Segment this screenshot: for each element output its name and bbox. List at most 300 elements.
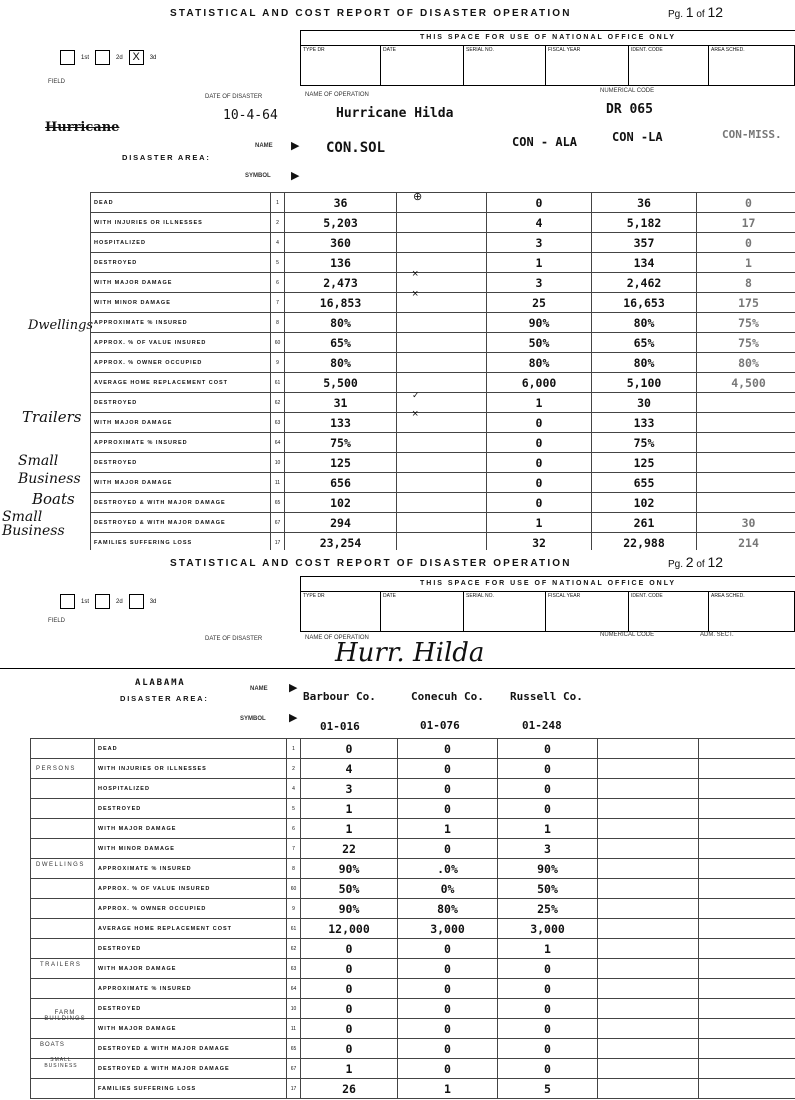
row-number: 63 xyxy=(271,413,285,433)
cell-blank xyxy=(397,393,487,413)
x-mark-icon: × xyxy=(412,288,419,300)
cell-conecuh: 0% xyxy=(398,879,498,899)
check-1st[interactable] xyxy=(60,50,75,65)
cell-conecuh: 0 xyxy=(398,999,498,1019)
row-number: 7 xyxy=(271,293,285,313)
side-note-dwellings: Dwellings xyxy=(28,318,94,333)
cell-consol: 133 xyxy=(285,413,397,433)
cell-barbour: 0 xyxy=(301,959,398,979)
cell-con-ala: 0 xyxy=(487,473,592,493)
check-3d[interactable] xyxy=(129,594,144,609)
row-label: DESTROYED & WITH MAJOR DAMAGE xyxy=(95,1039,287,1059)
table-row xyxy=(91,393,795,413)
cell-con-la: 261 xyxy=(592,513,697,533)
cell-conecuh: 0 xyxy=(398,839,498,859)
row-category xyxy=(31,899,95,919)
cell-blank xyxy=(699,779,795,799)
operation-name: Hurr. Hilda xyxy=(335,638,485,668)
cell-blank xyxy=(397,533,487,551)
cell-consol: 16,853 xyxy=(285,293,397,313)
disaster-area-label: DISASTER AREA: xyxy=(120,694,209,703)
cell-blank xyxy=(397,493,487,513)
cell-con-miss xyxy=(697,433,795,453)
row-number: 60 xyxy=(271,333,285,353)
state-name: ALABAMA xyxy=(135,678,186,688)
cell-con-miss: 30 xyxy=(697,513,795,533)
cell-barbour: 1 xyxy=(301,799,398,819)
table-row xyxy=(31,859,795,879)
column-head-con-la: CON -LA xyxy=(612,130,663,144)
category-dwellings: DWELLINGS xyxy=(36,862,85,868)
row-label: DESTROYED & WITH MAJOR DAMAGE xyxy=(95,1059,287,1079)
table-row xyxy=(91,193,795,213)
symbol-label: SYMBOL xyxy=(245,173,271,179)
cell-barbour: 0 xyxy=(301,979,398,999)
cell-con-ala: 80% xyxy=(487,353,592,373)
operation-label: NAME OF OPERATION xyxy=(305,635,369,641)
row-category xyxy=(31,779,95,799)
table-row xyxy=(31,1059,795,1079)
row-label: DESTROYED xyxy=(95,939,287,959)
cell-con-la: 125 xyxy=(592,453,697,473)
column-symbol-barbour: 01-016 xyxy=(320,720,360,733)
cell-con-la: 5,100 xyxy=(592,373,697,393)
cell-con-la: 134 xyxy=(592,253,697,273)
page-total: 12 xyxy=(707,4,724,20)
cell-blank xyxy=(397,373,487,393)
cell-blank xyxy=(397,293,487,313)
row-number: 64 xyxy=(287,979,301,999)
cell-russell: 0 xyxy=(498,779,598,799)
cell-russell: 0 xyxy=(498,999,598,1019)
cell-barbour: 0 xyxy=(301,1019,398,1039)
row-number: 6 xyxy=(271,273,285,293)
cell-con-miss xyxy=(697,493,795,513)
column-symbol-russell: 01-248 xyxy=(522,719,562,732)
table-row xyxy=(31,839,795,859)
report-title: STATISTICAL AND COST REPORT OF DISASTER OPERATION xyxy=(170,558,572,569)
cell-barbour: 0 xyxy=(301,739,398,759)
table-row xyxy=(91,313,795,333)
row-category xyxy=(31,839,95,859)
cell-russell: 0 xyxy=(498,1059,598,1079)
category-persons: PERSONS xyxy=(36,766,76,772)
table-row xyxy=(91,273,795,293)
cell-blank xyxy=(699,999,795,1019)
row-number: 11 xyxy=(287,1019,301,1039)
category-farm-buildings: FARM BUILDINGS xyxy=(44,1010,86,1022)
cell-conecuh: 0 xyxy=(398,799,498,819)
cell-conecuh: 3,000 xyxy=(398,919,498,939)
cell-con-miss xyxy=(697,453,795,473)
row-label: DESTROYED xyxy=(95,799,287,819)
side-note-small-business-2: Small Business xyxy=(2,509,65,539)
report-table-page-2 xyxy=(30,738,795,1099)
row-label: WITH MAJOR DAMAGE xyxy=(91,273,271,293)
cell-conecuh: 1 xyxy=(398,819,498,839)
cell-blank xyxy=(598,819,699,839)
cell-consol: 80% xyxy=(285,313,397,333)
cell-con-miss: 8 xyxy=(697,273,795,293)
cell-blank xyxy=(598,919,699,939)
cell-russell: 90% xyxy=(498,859,598,879)
cell-blank xyxy=(598,799,699,819)
cell-russell: 1 xyxy=(498,939,598,959)
row-label: WITH INJURIES OR ILLNESSES xyxy=(91,213,271,233)
cell-blank xyxy=(598,779,699,799)
row-label: WITH MINOR DAMAGE xyxy=(91,293,271,313)
category-boats: BOATS xyxy=(40,1042,65,1048)
cell-con-la: 75% xyxy=(592,433,697,453)
cell-con-ala: 6,000 xyxy=(487,373,592,393)
page-indicator: Pg. 2 of 12 xyxy=(668,554,724,570)
office-header-fields: TYPE DR DATE SERIAL NO. FISCAL YEAR IDENT. CODE AREA SCHED. xyxy=(300,591,795,632)
cell-con-la: 80% xyxy=(592,353,697,373)
cell-blank xyxy=(598,879,699,899)
cell-blank xyxy=(397,453,487,473)
table-row xyxy=(91,213,795,233)
cell-conecuh: 0 xyxy=(398,1039,498,1059)
cell-con-miss: 4,500 xyxy=(697,373,795,393)
cell-russell: 0 xyxy=(498,739,598,759)
office-header-fields: TYPE DR DATE SERIAL NO. FISCAL YEAR IDENT. CODE AREA SCHED. xyxy=(300,45,795,86)
cell-con-miss: 0 xyxy=(697,193,795,213)
divider xyxy=(0,668,795,669)
cell-blank xyxy=(598,999,699,1019)
cell-barbour: 4 xyxy=(301,759,398,779)
row-number: 4 xyxy=(287,779,301,799)
category-trailers: TRAILERS xyxy=(40,962,82,968)
disaster-type: Hurricane xyxy=(45,120,120,135)
check-2d[interactable] xyxy=(95,50,110,65)
table-row xyxy=(31,799,795,819)
cell-blank xyxy=(598,939,699,959)
row-number: 8 xyxy=(271,313,285,333)
cell-con-la: 22,988 xyxy=(592,533,697,551)
cell-russell: 25% xyxy=(498,899,598,919)
cell-con-ala: 0 xyxy=(487,453,592,473)
cell-barbour: 3 xyxy=(301,779,398,799)
column-head-russell: Russell Co. xyxy=(510,690,583,703)
table-row xyxy=(91,433,795,453)
cell-blank xyxy=(699,759,795,779)
cell-consol: 75% xyxy=(285,433,397,453)
disaster-date: 10-4-64 xyxy=(223,108,278,123)
table-row xyxy=(31,939,795,959)
numerical-code: DR 065 xyxy=(606,102,653,117)
row-category xyxy=(31,919,95,939)
table-row xyxy=(31,779,795,799)
row-category xyxy=(31,959,95,979)
cell-con-ala: 4 xyxy=(487,213,592,233)
report-title: STATISTICAL AND COST REPORT OF DISASTER OPERATION xyxy=(170,8,572,19)
row-number: 62 xyxy=(271,393,285,413)
page-total: 12 xyxy=(707,554,724,570)
row-number: 9 xyxy=(287,899,301,919)
operation-name: Hurricane Hilda xyxy=(336,106,454,121)
row-category xyxy=(31,939,95,959)
row-number: 61 xyxy=(271,373,285,393)
table-row xyxy=(31,999,795,1019)
row-label: DEAD xyxy=(91,193,271,213)
cell-con-la: 30 xyxy=(592,393,697,413)
office-use-band: THIS SPACE FOR USE OF NATIONAL OFFICE ONLY xyxy=(300,30,795,46)
cell-con-miss: 17 xyxy=(697,213,795,233)
office-use-band: THIS SPACE FOR USE OF NATIONAL OFFICE ONLY xyxy=(300,576,795,592)
cell-consol: 5,203 xyxy=(285,213,397,233)
row-label: DESTROYED & WITH MAJOR DAMAGE xyxy=(91,493,271,513)
cell-consol: 656 xyxy=(285,473,397,493)
table-row xyxy=(91,293,795,313)
row-label: APPROX. % OWNER OCCUPIED xyxy=(91,353,271,373)
row-label: DESTROYED & WITH MAJOR DAMAGE xyxy=(91,513,271,533)
row-category xyxy=(31,799,95,819)
cell-consol: 294 xyxy=(285,513,397,533)
x-mark-icon: × xyxy=(412,408,419,420)
row-category xyxy=(31,739,95,759)
cell-russell: 3,000 xyxy=(498,919,598,939)
report-sheet-page-2 xyxy=(0,550,795,1100)
cell-blank xyxy=(598,899,699,919)
row-category xyxy=(31,999,95,1019)
column-head-conecuh: Conecuh Co. xyxy=(411,690,484,703)
row-category xyxy=(31,879,95,899)
row-category xyxy=(31,819,95,839)
cell-barbour: 26 xyxy=(301,1079,398,1099)
cell-barbour: 1 xyxy=(301,819,398,839)
page-number: 1 xyxy=(685,4,694,20)
cell-consol: 360 xyxy=(285,233,397,253)
cell-con-la: 655 xyxy=(592,473,697,493)
row-label: AVERAGE HOME REPLACEMENT COST xyxy=(95,919,287,939)
cell-russell: 1 xyxy=(498,819,598,839)
cell-con-ala: 0 xyxy=(487,193,592,213)
table-row xyxy=(91,353,795,373)
symbol-label: SYMBOL xyxy=(240,716,266,722)
row-label: WITH MAJOR DAMAGE xyxy=(95,819,287,839)
row-category xyxy=(31,979,95,999)
row-category xyxy=(31,759,95,779)
row-number: 5 xyxy=(287,799,301,819)
row-number: 65 xyxy=(287,1039,301,1059)
numerical-code-label: NUMERICAL CODE xyxy=(600,88,655,94)
cell-con-miss xyxy=(697,473,795,493)
row-number: 5 xyxy=(271,253,285,273)
numerical-code-label: NUMERICAL CODE xyxy=(600,632,655,638)
table-row xyxy=(91,493,795,513)
side-note-trailers: Trailers xyxy=(22,408,82,426)
cell-blank xyxy=(397,413,487,433)
row-number: 1 xyxy=(271,193,285,213)
cell-con-miss: 0 xyxy=(697,233,795,253)
cell-blank xyxy=(397,313,487,333)
row-category xyxy=(31,1079,95,1099)
cell-blank xyxy=(397,513,487,533)
cell-blank xyxy=(397,353,487,373)
table-row xyxy=(31,739,795,759)
table-row xyxy=(31,1039,795,1059)
table-row xyxy=(91,473,795,493)
cell-russell: 0 xyxy=(498,959,598,979)
row-label: WITH MAJOR DAMAGE xyxy=(95,959,287,979)
cell-barbour: 90% xyxy=(301,899,398,919)
cell-con-miss: 75% xyxy=(697,333,795,353)
field-label: FIELD xyxy=(48,618,66,624)
cell-conecuh: .0% xyxy=(398,859,498,879)
cell-con-ala: 3 xyxy=(487,273,592,293)
cell-conecuh: 0 xyxy=(398,1059,498,1079)
row-number: 2 xyxy=(287,759,301,779)
report-table-page-1 xyxy=(90,192,795,550)
disaster-area-label: DISASTER AREA: xyxy=(122,153,211,162)
row-label: AVERAGE HOME REPLACEMENT COST xyxy=(91,373,271,393)
cell-con-miss: 1 xyxy=(697,253,795,273)
cell-blank xyxy=(598,1019,699,1039)
row-label: DESTROYED xyxy=(91,393,271,413)
table-row xyxy=(91,333,795,353)
cell-blank xyxy=(397,473,487,493)
cell-con-ala: 50% xyxy=(487,333,592,353)
column-head-consol: CON.SOL xyxy=(326,140,386,156)
side-note-small-business: Small Business xyxy=(18,453,81,487)
cell-consol: 2,473 xyxy=(285,273,397,293)
row-label: WITH MAJOR DAMAGE xyxy=(91,473,271,493)
cell-blank xyxy=(699,819,795,839)
check-3d[interactable]: X xyxy=(129,50,144,65)
cell-consol: 136 xyxy=(285,253,397,273)
cell-barbour: 22 xyxy=(301,839,398,859)
adm-section-label: ADM. SECT. xyxy=(700,632,734,638)
report-sequence-checks: 1st 2d 3d xyxy=(60,594,156,609)
cell-blank xyxy=(598,1039,699,1059)
cell-conecuh: 0 xyxy=(398,1019,498,1039)
category-small-business: SMALL BUSINESS xyxy=(44,1057,78,1069)
row-number: 4 xyxy=(271,233,285,253)
cell-russell: 50% xyxy=(498,879,598,899)
column-head-con-ala: CON - ALA xyxy=(512,135,578,149)
row-number: 65 xyxy=(271,493,285,513)
cell-blank xyxy=(699,939,795,959)
cell-blank xyxy=(699,859,795,879)
cell-barbour: 0 xyxy=(301,939,398,959)
date-label: DATE OF DISASTER xyxy=(205,94,263,100)
cell-blank xyxy=(397,273,487,293)
cell-blank xyxy=(598,839,699,859)
row-number: 60 xyxy=(287,879,301,899)
table-row xyxy=(91,513,795,533)
cell-con-la: 133 xyxy=(592,413,697,433)
cell-blank xyxy=(699,899,795,919)
cell-barbour: 12,000 xyxy=(301,919,398,939)
cell-con-la: 2,462 xyxy=(592,273,697,293)
cell-blank xyxy=(397,193,487,213)
row-label: APPROXIMATE % INSURED xyxy=(95,979,287,999)
row-category xyxy=(31,1019,95,1039)
cell-barbour: 0 xyxy=(301,999,398,1019)
cell-con-miss xyxy=(697,413,795,433)
row-category xyxy=(31,859,95,879)
cell-blank xyxy=(598,859,699,879)
cell-blank xyxy=(699,1039,795,1059)
row-label: WITH MAJOR DAMAGE xyxy=(91,413,271,433)
cell-conecuh: 80% xyxy=(398,899,498,919)
x-mark-icon: × xyxy=(412,268,419,280)
row-number: 1 xyxy=(287,739,301,759)
cell-con-ala: 0 xyxy=(487,433,592,453)
cell-blank xyxy=(598,1059,699,1079)
cell-con-miss: 75% xyxy=(697,313,795,333)
arrow-marker-icon: ▶ xyxy=(291,140,300,152)
cell-consol: 31 xyxy=(285,393,397,413)
arrow-marker-icon: ▶ xyxy=(291,170,300,182)
table-row xyxy=(31,979,795,999)
cell-blank xyxy=(699,959,795,979)
cell-con-ala: 1 xyxy=(487,393,592,413)
row-number: 10 xyxy=(271,453,285,473)
table-row xyxy=(91,533,795,551)
cell-conecuh: 1 xyxy=(398,1079,498,1099)
cell-con-ala: 3 xyxy=(487,233,592,253)
cell-blank xyxy=(598,979,699,999)
row-label: WITH MAJOR DAMAGE xyxy=(95,1019,287,1039)
table-row xyxy=(31,1019,795,1039)
table-row xyxy=(91,453,795,473)
row-label: DESTROYED xyxy=(91,253,271,273)
row-number: 11 xyxy=(271,473,285,493)
cell-consol: 23,254 xyxy=(285,533,397,551)
row-label: DESTROYED xyxy=(91,453,271,473)
cell-con-ala: 1 xyxy=(487,253,592,273)
cell-blank xyxy=(397,333,487,353)
cell-blank xyxy=(699,839,795,859)
cell-con-ala: 32 xyxy=(487,533,592,551)
name-label: NAME xyxy=(250,686,268,692)
row-number: 62 xyxy=(287,939,301,959)
cell-con-ala: 0 xyxy=(487,493,592,513)
row-number: 2 xyxy=(271,213,285,233)
page-number: 2 xyxy=(685,554,694,570)
check-1st[interactable] xyxy=(60,594,75,609)
row-number: 67 xyxy=(271,513,285,533)
cell-russell: 3 xyxy=(498,839,598,859)
row-label: APPROX. % OWNER OCCUPIED xyxy=(95,899,287,919)
cell-con-ala: 90% xyxy=(487,313,592,333)
circled-cross-icon: ⊕ xyxy=(413,191,423,203)
row-label: DESTROYED xyxy=(95,999,287,1019)
cell-blank xyxy=(699,919,795,939)
table-row xyxy=(91,373,795,393)
cell-blank xyxy=(699,1019,795,1039)
cell-barbour: 50% xyxy=(301,879,398,899)
arrow-marker-icon: ▶ xyxy=(289,682,298,694)
check-mark-icon: ✓ xyxy=(412,390,420,400)
row-number: 63 xyxy=(287,959,301,979)
side-note-boats: Boats xyxy=(32,490,75,508)
row-label: HOSPITALIZED xyxy=(91,233,271,253)
row-number: 17 xyxy=(271,533,285,551)
cell-con-la: 5,182 xyxy=(592,213,697,233)
table-row xyxy=(91,233,795,253)
table-row xyxy=(91,253,795,273)
row-number: 17 xyxy=(287,1079,301,1099)
row-label: FAMILIES SUFFERING LOSS xyxy=(91,533,271,551)
cell-blank xyxy=(397,233,487,253)
check-2d[interactable] xyxy=(95,594,110,609)
row-number: 6 xyxy=(287,819,301,839)
name-label: NAME xyxy=(255,143,273,149)
cell-con-la: 36 xyxy=(592,193,697,213)
cell-russell: 0 xyxy=(498,759,598,779)
